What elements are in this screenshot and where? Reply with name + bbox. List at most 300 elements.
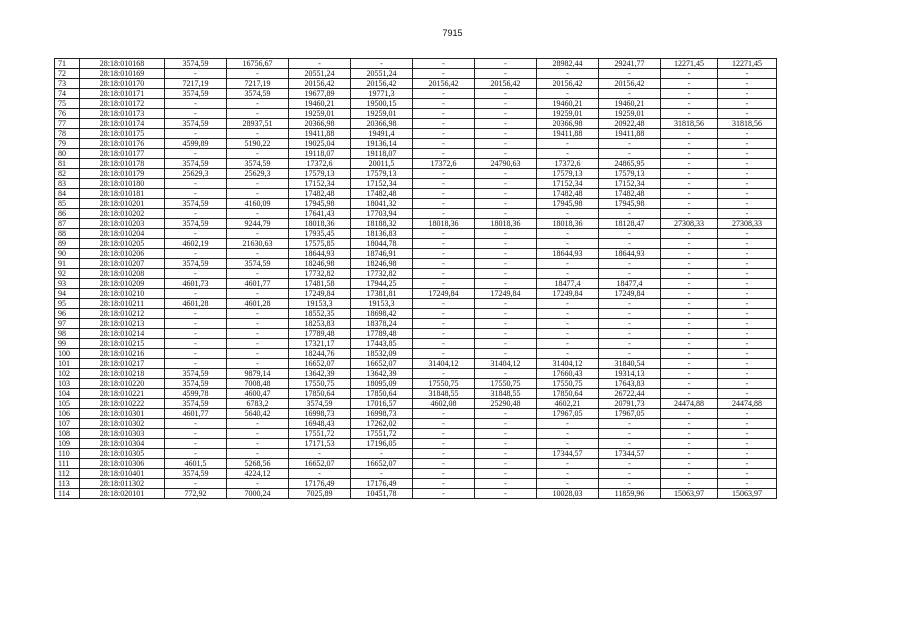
value-cell: 19460,21 <box>289 99 351 109</box>
table-body <box>55 59 777 499</box>
cadastral-number-cell: 28:18:010174 <box>80 119 165 129</box>
value-cell: 4601,73 <box>165 279 227 289</box>
value-cell: - <box>661 209 718 219</box>
cadastral-number-cell: 28:18:010218 <box>80 369 165 379</box>
value-cell: 17850,64 <box>351 389 413 399</box>
value-cell: - <box>475 329 537 339</box>
value-cell: - <box>718 269 777 279</box>
value-cell: 28982,44 <box>537 59 599 69</box>
value-cell: - <box>661 69 718 79</box>
value-cell: - <box>475 99 537 109</box>
value-cell: 17321,17 <box>289 339 351 349</box>
value-cell: - <box>718 379 777 389</box>
cadastral-number-cell: 28:18:010173 <box>80 109 165 119</box>
value-cell: - <box>718 179 777 189</box>
value-cell: - <box>165 179 227 189</box>
value-cell: - <box>289 449 351 459</box>
value-cell: 31840,54 <box>599 359 661 369</box>
value-cell: 17703,94 <box>351 209 413 219</box>
value-cell: - <box>661 369 718 379</box>
table-row <box>55 149 777 159</box>
value-cell: 20551,24 <box>289 69 351 79</box>
value-cell: - <box>475 59 537 69</box>
value-cell: - <box>413 449 475 459</box>
value-cell: - <box>227 269 289 279</box>
value-cell: - <box>599 329 661 339</box>
value-cell: 17482,48 <box>599 189 661 199</box>
table-row <box>55 349 777 359</box>
value-cell: 16652,07 <box>289 459 351 469</box>
table-row <box>55 79 777 89</box>
value-cell: - <box>227 439 289 449</box>
value-cell: 20156,42 <box>351 79 413 89</box>
value-cell: - <box>289 469 351 479</box>
value-cell: - <box>537 89 599 99</box>
value-cell: 19491,4 <box>351 129 413 139</box>
value-cell: - <box>165 109 227 119</box>
value-cell: 31404,12 <box>537 359 599 369</box>
value-cell: 17945,98 <box>537 199 599 209</box>
cadastral-number-cell: 28:18:010170 <box>80 79 165 89</box>
value-cell: - <box>661 439 718 449</box>
value-cell: - <box>599 89 661 99</box>
value-cell: - <box>537 269 599 279</box>
value-cell: 18378,24 <box>351 319 413 329</box>
table-row <box>55 439 777 449</box>
value-cell: - <box>718 159 777 169</box>
row-number-cell: 112 <box>55 469 80 479</box>
value-cell: 20156,42 <box>475 79 537 89</box>
value-cell: 18244,76 <box>289 349 351 359</box>
row-number-cell: 106 <box>55 409 80 419</box>
value-cell: 26722,44 <box>599 389 661 399</box>
value-cell: - <box>661 129 718 139</box>
row-number-cell: 86 <box>55 209 80 219</box>
value-cell: - <box>537 239 599 249</box>
value-cell: - <box>351 469 413 479</box>
value-cell: - <box>661 169 718 179</box>
value-cell: 17176,49 <box>289 479 351 489</box>
value-cell: - <box>718 279 777 289</box>
value-cell: - <box>413 179 475 189</box>
value-cell: 3574,59 <box>165 59 227 69</box>
value-cell: - <box>661 289 718 299</box>
value-cell: 13642,39 <box>289 369 351 379</box>
value-cell: 16998,73 <box>289 409 351 419</box>
table-row <box>55 299 777 309</box>
value-cell: - <box>413 349 475 359</box>
row-number-cell: 100 <box>55 349 80 359</box>
value-cell: - <box>227 149 289 159</box>
value-cell: 17550,75 <box>413 379 475 389</box>
value-cell: 3574,59 <box>165 259 227 269</box>
value-cell: 24474,88 <box>661 399 718 409</box>
value-cell: 17850,64 <box>289 389 351 399</box>
value-cell: 24790,63 <box>475 159 537 169</box>
value-cell: 17550,75 <box>475 379 537 389</box>
row-number-cell: 81 <box>55 159 80 169</box>
value-cell: - <box>718 429 777 439</box>
value-cell: 3574,59 <box>165 469 227 479</box>
cadastral-number-cell: 28:18:010180 <box>80 179 165 189</box>
cadastral-number-cell: 28:18:010303 <box>80 429 165 439</box>
value-cell: 7025,89 <box>289 489 351 499</box>
value-cell: 17249,84 <box>413 289 475 299</box>
cadastral-number-cell: 28:18:011302 <box>80 479 165 489</box>
value-cell: 18044,78 <box>351 239 413 249</box>
value-cell: 5640,42 <box>227 409 289 419</box>
cadastral-number-cell: 28:18:010211 <box>80 299 165 309</box>
value-cell: 17152,34 <box>351 179 413 189</box>
value-cell: - <box>599 319 661 329</box>
value-cell: - <box>718 419 777 429</box>
value-cell: - <box>661 179 718 189</box>
table-row <box>55 109 777 119</box>
value-cell: 16756,67 <box>227 59 289 69</box>
table-row <box>55 269 777 279</box>
value-cell: - <box>661 309 718 319</box>
cadastral-number-cell: 28:18:010213 <box>80 319 165 329</box>
value-cell: - <box>413 439 475 449</box>
value-cell: - <box>413 489 475 499</box>
value-cell: 19411,88 <box>537 129 599 139</box>
cadastral-number-cell: 28:18:010208 <box>80 269 165 279</box>
table-row <box>55 89 777 99</box>
value-cell: - <box>475 419 537 429</box>
value-cell: - <box>165 329 227 339</box>
row-number-cell: 114 <box>55 489 80 499</box>
value-cell: 4601,77 <box>227 279 289 289</box>
cadastral-number-cell: 28:18:010179 <box>80 169 165 179</box>
value-cell: 17372,6 <box>413 159 475 169</box>
table-row <box>55 459 777 469</box>
value-cell: - <box>599 69 661 79</box>
value-cell: - <box>661 299 718 309</box>
cadastral-number-cell: 28:18:010175 <box>80 129 165 139</box>
row-number-cell: 92 <box>55 269 80 279</box>
value-cell: 31404,12 <box>475 359 537 369</box>
value-cell: 18644,93 <box>599 249 661 259</box>
data-table <box>54 58 777 499</box>
value-cell: 19771,3 <box>351 89 413 99</box>
row-number-cell: 77 <box>55 119 80 129</box>
value-cell: - <box>661 269 718 279</box>
value-cell: - <box>661 349 718 359</box>
value-cell: - <box>413 199 475 209</box>
value-cell: 17482,48 <box>351 189 413 199</box>
value-cell: - <box>475 319 537 329</box>
value-cell: 17249,84 <box>289 289 351 299</box>
value-cell: 31848,55 <box>475 389 537 399</box>
value-cell: 16948,43 <box>289 419 351 429</box>
value-cell: - <box>599 419 661 429</box>
value-cell: - <box>413 309 475 319</box>
value-cell: 4602,21 <box>537 399 599 409</box>
value-cell: - <box>227 179 289 189</box>
value-cell: 19460,21 <box>537 99 599 109</box>
value-cell: 24474,88 <box>718 399 777 409</box>
value-cell: - <box>661 199 718 209</box>
value-cell: - <box>413 329 475 339</box>
value-cell: - <box>718 409 777 419</box>
value-cell: 31848,55 <box>413 389 475 399</box>
value-cell: - <box>227 189 289 199</box>
value-cell: - <box>413 319 475 329</box>
cadastral-number-cell: 28:18:010212 <box>80 309 165 319</box>
value-cell: - <box>599 149 661 159</box>
value-cell: - <box>537 439 599 449</box>
value-cell: - <box>165 129 227 139</box>
value-cell: 17789,48 <box>289 329 351 339</box>
value-cell: - <box>475 299 537 309</box>
value-cell: 3574,59 <box>227 89 289 99</box>
value-cell: 15063,97 <box>661 489 718 499</box>
value-cell: 20791,73 <box>599 399 661 409</box>
value-cell: - <box>165 449 227 459</box>
value-cell: - <box>718 369 777 379</box>
value-cell: 17152,34 <box>537 179 599 189</box>
value-cell: - <box>661 359 718 369</box>
table-row <box>55 59 777 69</box>
value-cell: - <box>718 439 777 449</box>
value-cell: 19677,89 <box>289 89 351 99</box>
value-cell: - <box>413 139 475 149</box>
value-cell: 17171,53 <box>289 439 351 449</box>
value-cell: - <box>718 69 777 79</box>
table-row <box>55 139 777 149</box>
value-cell: 4602,08 <box>413 399 475 409</box>
value-cell: 17196,05 <box>351 439 413 449</box>
table-row <box>55 379 777 389</box>
value-cell: - <box>165 249 227 259</box>
value-cell: 17372,6 <box>537 159 599 169</box>
value-cell: - <box>599 459 661 469</box>
value-cell: 772,92 <box>165 489 227 499</box>
row-number-cell: 73 <box>55 79 80 89</box>
value-cell: 3574,59 <box>165 89 227 99</box>
value-cell: 7217,19 <box>227 79 289 89</box>
cadastral-number-cell: 28:18:010306 <box>80 459 165 469</box>
row-number-cell: 75 <box>55 99 80 109</box>
value-cell: - <box>413 269 475 279</box>
value-cell: - <box>537 259 599 269</box>
value-cell: - <box>537 209 599 219</box>
table-row <box>55 129 777 139</box>
value-cell: 17944,25 <box>351 279 413 289</box>
value-cell: 17344,57 <box>537 449 599 459</box>
value-cell: - <box>413 429 475 439</box>
value-cell: 19118,07 <box>289 149 351 159</box>
value-cell: 16652,07 <box>351 359 413 369</box>
cadastral-number-cell: 28:18:010201 <box>80 199 165 209</box>
value-cell: - <box>413 59 475 69</box>
value-cell: 19259,01 <box>599 109 661 119</box>
value-cell: - <box>718 189 777 199</box>
value-cell: 25629,3 <box>165 169 227 179</box>
value-cell: - <box>413 169 475 179</box>
value-cell: 17551,72 <box>289 429 351 439</box>
value-cell: 12271,45 <box>661 59 718 69</box>
value-cell: - <box>661 409 718 419</box>
value-cell: 17176,49 <box>351 479 413 489</box>
value-cell: - <box>718 129 777 139</box>
value-cell: - <box>661 279 718 289</box>
value-cell: - <box>661 229 718 239</box>
value-cell: 3574,59 <box>165 219 227 229</box>
row-number-cell: 93 <box>55 279 80 289</box>
value-cell: - <box>475 239 537 249</box>
row-number-cell: 109 <box>55 439 80 449</box>
table-row <box>55 279 777 289</box>
value-cell: 3574,59 <box>227 159 289 169</box>
cadastral-number-cell: 28:18:010305 <box>80 449 165 459</box>
value-cell: 19411,88 <box>289 129 351 139</box>
row-number-cell: 110 <box>55 449 80 459</box>
value-cell: - <box>413 229 475 239</box>
cadastral-number-cell: 28:18:010401 <box>80 469 165 479</box>
table-row <box>55 489 777 499</box>
value-cell: - <box>413 129 475 139</box>
row-number-cell: 80 <box>55 149 80 159</box>
value-cell: - <box>227 309 289 319</box>
value-cell: 17732,82 <box>351 269 413 279</box>
row-number-cell: 103 <box>55 379 80 389</box>
cadastral-number-cell: 28:18:010221 <box>80 389 165 399</box>
value-cell: - <box>599 479 661 489</box>
value-cell: 10451,78 <box>351 489 413 499</box>
value-cell: - <box>475 479 537 489</box>
value-cell: - <box>413 249 475 259</box>
value-cell: 25629,3 <box>227 169 289 179</box>
value-cell: - <box>718 479 777 489</box>
value-cell: - <box>661 429 718 439</box>
value-cell: - <box>475 179 537 189</box>
value-cell: 12271,45 <box>718 59 777 69</box>
value-cell: 17249,84 <box>475 289 537 299</box>
row-number-cell: 88 <box>55 229 80 239</box>
value-cell: - <box>718 459 777 469</box>
value-cell: - <box>718 249 777 259</box>
value-cell: 16998,73 <box>351 409 413 419</box>
table-row <box>55 159 777 169</box>
value-cell: - <box>475 69 537 79</box>
value-cell: 5268,56 <box>227 459 289 469</box>
value-cell: - <box>718 109 777 119</box>
value-cell: 20011,5 <box>351 159 413 169</box>
value-cell: - <box>599 339 661 349</box>
value-cell: - <box>165 69 227 79</box>
value-cell: 17443,85 <box>351 339 413 349</box>
value-cell: - <box>718 329 777 339</box>
value-cell: - <box>475 349 537 359</box>
value-cell: 18644,93 <box>537 249 599 259</box>
cadastral-number-cell: 28:18:010204 <box>80 229 165 239</box>
value-cell: - <box>599 299 661 309</box>
value-cell: - <box>718 289 777 299</box>
value-cell: - <box>413 299 475 309</box>
value-cell: 19259,01 <box>537 109 599 119</box>
cadastral-number-cell: 28:18:010202 <box>80 209 165 219</box>
value-cell: - <box>351 59 413 69</box>
value-cell: - <box>227 479 289 489</box>
value-cell: - <box>227 449 289 459</box>
value-cell: 28937,51 <box>227 119 289 129</box>
value-cell: - <box>718 389 777 399</box>
row-number-cell: 101 <box>55 359 80 369</box>
value-cell: - <box>661 449 718 459</box>
value-cell: 17641,43 <box>289 209 351 219</box>
value-cell: 31818,56 <box>661 119 718 129</box>
value-cell: 17550,75 <box>289 379 351 389</box>
value-cell: - <box>475 439 537 449</box>
value-cell: 3574,59 <box>165 399 227 409</box>
value-cell: 5190,22 <box>227 139 289 149</box>
row-number-cell: 85 <box>55 199 80 209</box>
value-cell: 7008,48 <box>227 379 289 389</box>
value-cell: - <box>661 249 718 259</box>
value-cell: - <box>718 309 777 319</box>
value-cell: - <box>537 349 599 359</box>
value-cell: - <box>227 229 289 239</box>
value-cell: - <box>475 119 537 129</box>
value-cell: 17152,34 <box>599 179 661 189</box>
value-cell: 20156,42 <box>599 79 661 89</box>
value-cell: - <box>413 99 475 109</box>
value-cell: - <box>661 479 718 489</box>
value-cell: - <box>475 199 537 209</box>
value-cell: - <box>599 309 661 319</box>
cadastral-number-cell: 28:18:010205 <box>80 239 165 249</box>
value-cell: 17372,6 <box>289 159 351 169</box>
value-cell: - <box>165 439 227 449</box>
value-cell: 17381,81 <box>351 289 413 299</box>
row-number-cell: 97 <box>55 319 80 329</box>
value-cell: - <box>165 319 227 329</box>
row-number-cell: 113 <box>55 479 80 489</box>
page-number: 7915 <box>442 28 463 38</box>
value-cell: 20156,42 <box>289 79 351 89</box>
value-cell: 4599,89 <box>165 139 227 149</box>
value-cell: - <box>661 339 718 349</box>
value-cell: - <box>599 239 661 249</box>
value-cell: 19153,3 <box>351 299 413 309</box>
value-cell: 18253,83 <box>289 319 351 329</box>
value-cell: - <box>413 209 475 219</box>
value-cell: 7217,19 <box>165 79 227 89</box>
value-cell: 18477,4 <box>599 279 661 289</box>
cadastral-number-cell: 28:18:010171 <box>80 89 165 99</box>
value-cell: 19314,13 <box>599 369 661 379</box>
value-cell: 17789,48 <box>351 329 413 339</box>
cadastral-number-cell: 28:18:010206 <box>80 249 165 259</box>
value-cell: - <box>718 469 777 479</box>
value-cell: - <box>475 209 537 219</box>
value-cell: 17482,48 <box>289 189 351 199</box>
table-row <box>55 249 777 259</box>
value-cell: 18136,83 <box>351 229 413 239</box>
row-number-cell: 72 <box>55 69 80 79</box>
value-cell: - <box>227 359 289 369</box>
value-cell: - <box>661 159 718 169</box>
value-cell: - <box>413 89 475 99</box>
value-cell: 18018,36 <box>289 219 351 229</box>
value-cell: - <box>718 199 777 209</box>
value-cell: - <box>475 429 537 439</box>
value-cell: 19411,88 <box>599 129 661 139</box>
value-cell: 4601,28 <box>227 299 289 309</box>
row-number-cell: 111 <box>55 459 80 469</box>
cadastral-number-cell: 28:18:010214 <box>80 329 165 339</box>
